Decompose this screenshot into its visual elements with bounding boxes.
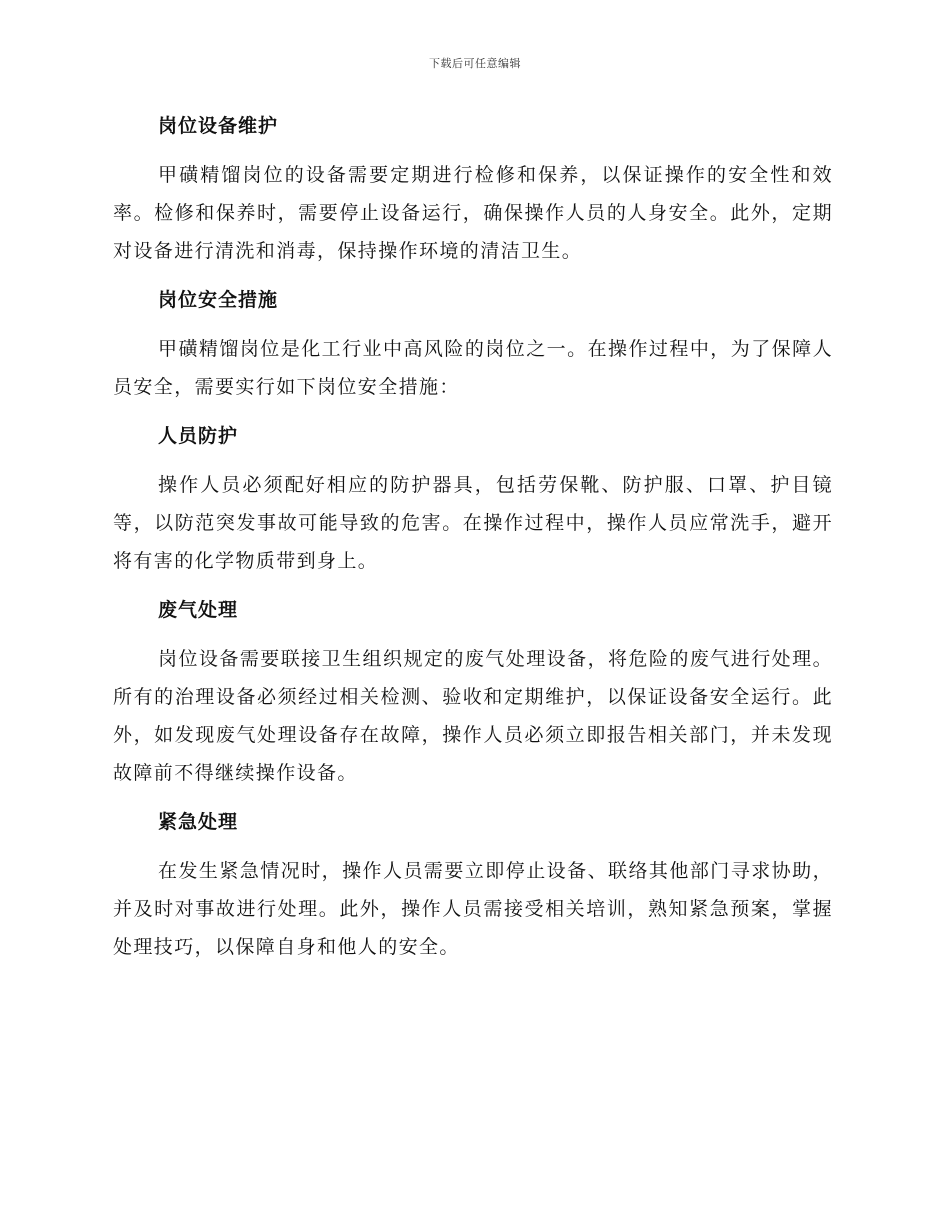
paragraph-line: 在发生紧急情况时，操作人员需要立即停止设备、联络其他部门寻求协 — [158, 860, 793, 882]
paragraph-line: 运行。此外，如发现废气处理设备存在故障，操作人员必须立即报告相关部 — [113, 686, 833, 746]
section-heading: 人员防护 — [158, 425, 239, 447]
paragraph-line: 助，并及时对事故进行处理。此外，操作人员需接受相关培训，熟知紧急预 — [113, 860, 833, 920]
section-heading: 岗位设备维护 — [158, 115, 279, 137]
section-paragraph — [113, 640, 833, 792]
section-heading: 岗位安全措施 — [158, 289, 279, 311]
paragraph-line: 岗位设备需要联接卫生组织规定的废气处理设备，将危险的废气进行处 — [158, 648, 793, 670]
section-paragraph — [113, 330, 833, 406]
section-heading: 紧急处理 — [158, 811, 239, 833]
paragraph-line: 镜等，以防范突发事故可能导致的危害。在操作过程中，操作人员应常洗 — [113, 474, 833, 534]
section-heading: 废气处理 — [158, 599, 239, 621]
header-note: 下载后可任意编辑 — [429, 57, 521, 70]
paragraph-line: 障人员安全，需要实行如下岗位安全措施： — [113, 338, 833, 398]
paragraph-line: 甲磺精馏岗位是化工行业中高风险的岗位之一。在操作过程中，为了保 — [158, 338, 793, 360]
paragraph-line: 操作人员必须配好相应的防护器具，包括劳保靴、防护服、口罩、护目 — [158, 474, 813, 496]
paragraph-line: 效率。检修和保养时，需要停止设备运行，确保操作人员的人身安全。此 — [113, 164, 833, 224]
paragraph-line: 手，避开将有害的化学物质带到身上。 — [113, 512, 833, 572]
paragraph-line: 理。所有的治理设备必须经过相关检测、验收和定期维护，以保证设备安全 — [113, 648, 833, 708]
paragraph-line: 甲磺精馏岗位的设备需要定期进行检修和保养，以保证操作的安全性和 — [158, 164, 813, 186]
section-paragraph — [113, 466, 833, 580]
paragraph-line: 外，定期对设备进行清洗和消毒，保持操作环境的清洁卫生。 — [113, 202, 833, 262]
paragraph-line: 门，并未发现故障前不得继续操作设备。 — [113, 724, 833, 784]
document-body — [113, 108, 833, 966]
paragraph-line: 案，掌握处理技巧，以保障自身和他人的安全。 — [113, 898, 833, 958]
section-paragraph — [113, 156, 833, 270]
section-paragraph — [113, 852, 833, 966]
